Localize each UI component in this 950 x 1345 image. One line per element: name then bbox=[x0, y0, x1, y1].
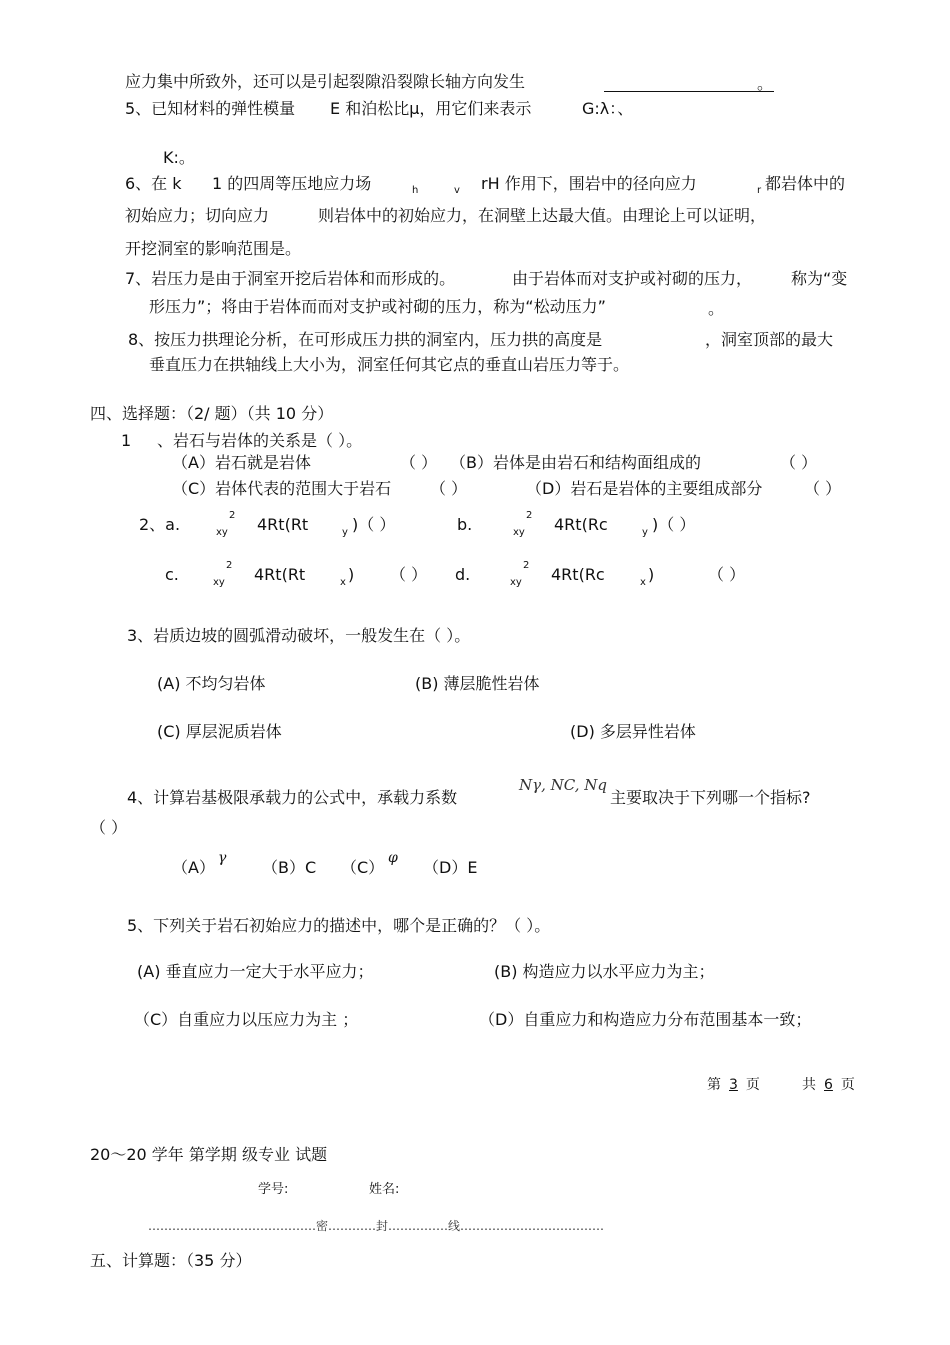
q5-part-a: 5、已知材料的弹性模量 bbox=[125, 99, 296, 118]
total-prefix: 共 bbox=[802, 1077, 816, 1093]
fill-line-1-end: 。 bbox=[757, 74, 774, 93]
total-pages bbox=[802, 1078, 855, 1092]
q6-part-f: 则岩体中的初始应力，在洞壁上达最大值。由理论上可以证明， bbox=[318, 206, 767, 225]
q4-gamma-symbol: γ bbox=[218, 850, 227, 866]
current-page: 3 bbox=[729, 1077, 738, 1093]
q6-part-d: 都岩体中的 bbox=[765, 174, 846, 193]
q3-option-c: (C) 厚层泥质岩体 bbox=[157, 722, 282, 741]
q7-part-d: 形压力”；将由于岩体而而对支护或衬砌的压力，称为“松动压力” bbox=[149, 297, 606, 316]
q6-part-g: 开挖洞室的影响范围是。 bbox=[125, 239, 302, 258]
fill-blank-underline bbox=[604, 91, 774, 92]
total-suffix: 页 bbox=[840, 1077, 855, 1093]
q1-option-a: （A）岩石就是岩体 bbox=[172, 453, 311, 472]
q4-option-d: （D）E bbox=[423, 858, 478, 877]
q3-option-a: (A) 不均匀岩体 bbox=[157, 674, 266, 693]
q4-answer-paren: （ ） bbox=[90, 818, 128, 837]
q2-a-expr: 4Rt(Rt bbox=[257, 515, 309, 534]
q2-b-sup-2: 2 bbox=[526, 510, 533, 521]
q5-option-c: （C）自重应力以压应力为主 ； bbox=[134, 1010, 359, 1029]
calc-heading: 五、计算题：（35 分） bbox=[90, 1251, 252, 1270]
q2-b-close: )（ ） bbox=[652, 515, 696, 534]
q1-option-b-paren: （ ） bbox=[780, 453, 818, 472]
q1-option-d-paren: （ ） bbox=[804, 479, 842, 498]
q6-sub-r: r bbox=[757, 185, 762, 196]
q2-option-c-label: c. bbox=[165, 565, 179, 584]
choice-heading: 四、选择题：（2/ 题）（共 10 分） bbox=[90, 404, 334, 423]
q2-b-sub-xy: xy bbox=[513, 527, 525, 538]
q8-part-c: 垂直压力在拱轴线上大小为，洞室任何其它点的垂直山岩压力等于。 bbox=[149, 355, 630, 374]
q2-d-sup-2: 2 bbox=[523, 560, 530, 571]
q1-option-b: （B）岩体是由岩石和结构面组成的 bbox=[450, 453, 701, 472]
q8-part-b: ，洞室顶部的最大 bbox=[705, 330, 834, 349]
q2-a-sub-y: y bbox=[342, 527, 348, 538]
q2-b-sub-y: y bbox=[642, 527, 648, 538]
q1-stem: 、岩石与岩体的关系是（ ）。 bbox=[157, 431, 363, 450]
q6-sub-v: v bbox=[454, 185, 460, 196]
q5-option-d: （D）自重应力和构造应力分布范围基本一致； bbox=[479, 1010, 812, 1029]
q4-option-b: （B）C bbox=[262, 858, 317, 877]
q4-stem-end: 主要取决于下列哪一个指标? bbox=[610, 788, 811, 807]
q8-part-a: 8、按压力拱理论分析，在可形成压力拱的洞室内，压力拱的高度是 bbox=[128, 330, 603, 349]
q4-option-a: （A） bbox=[172, 858, 215, 877]
q5-part-d: K:。 bbox=[163, 148, 195, 167]
total-page-count: 6 bbox=[824, 1077, 833, 1093]
q7-part-e: 。 bbox=[708, 299, 725, 318]
q2-d-sub-xy: xy bbox=[510, 577, 522, 588]
q1-option-a-paren: （ ） bbox=[400, 453, 438, 472]
q6-part-c: rH 作用下，围岩中的径向应力 bbox=[481, 174, 697, 193]
q2-option-d-label: d. bbox=[455, 565, 471, 584]
q3-option-d: (D) 多层异性岩体 bbox=[570, 722, 696, 741]
q4-option-c: （C） bbox=[341, 858, 385, 877]
fill-line-1: 应力集中所致外，还可以是引起裂隙沿裂隙长轴方向发生 bbox=[125, 72, 526, 91]
exam-title: 20～20 学年 第学期 级专业 试题 bbox=[90, 1145, 328, 1164]
q2-c-sup-2: 2 bbox=[226, 560, 233, 571]
q7-part-c: 称为“变 bbox=[791, 269, 848, 288]
q2-c-close: ) bbox=[348, 565, 355, 584]
q6-part-e: 初始应力；切向应力 bbox=[125, 206, 270, 225]
page-prefix: 第 bbox=[707, 1077, 721, 1093]
page-number bbox=[707, 1078, 760, 1092]
page-suffix: 页 bbox=[745, 1077, 760, 1093]
q5-stem: 5、下列关于岩石初始应力的描述中，哪个是正确的？（ ）。 bbox=[127, 916, 551, 935]
q2-d-paren: （ ） bbox=[708, 565, 746, 584]
student-id-label: 学号: bbox=[258, 1182, 289, 1197]
q2-b-expr: 4Rt(Rc bbox=[554, 515, 608, 534]
q6-part-a: 6、在 k bbox=[125, 174, 182, 193]
q1-option-c: （C）岩体代表的范围大于岩石 bbox=[172, 479, 392, 498]
q5-part-b: E 和泊松比μ，用它们来表示 bbox=[330, 99, 532, 118]
q4-stem: 4、计算岩基极限承载力的公式中，承载力系数 bbox=[127, 788, 458, 807]
q5-option-b: (B) 构造应力以水平应力为主； bbox=[494, 962, 715, 981]
q2-option-a-label: 2、a. bbox=[139, 515, 181, 534]
q2-a-close: )（ ） bbox=[352, 515, 396, 534]
q1-option-c-paren: （ ） bbox=[430, 479, 468, 498]
q2-a-sub-xy: xy bbox=[216, 527, 228, 538]
q3-stem: 3、岩质边坡的圆弧滑动破坏，一般发生在（ ）。 bbox=[127, 626, 471, 645]
seal-line: ……………………………………密…………封……………线……………………………… bbox=[148, 1219, 605, 1233]
q4-phi-symbol: φ bbox=[388, 850, 398, 866]
q1-option-d: （D）岩石是岩体的主要组成部分 bbox=[526, 479, 763, 498]
q2-c-expr: 4Rt(Rt bbox=[254, 565, 306, 584]
q1-number: 1 bbox=[121, 431, 132, 450]
q2-option-b-label: b. bbox=[457, 515, 473, 534]
q2-d-sub-x: x bbox=[640, 577, 646, 588]
name-label: 姓名: bbox=[369, 1182, 400, 1197]
q5-option-a: (A) 垂直应力一定大于水平应力； bbox=[137, 962, 374, 981]
q2-d-close: ) bbox=[648, 565, 655, 584]
q3-option-b: (B) 薄层脆性岩体 bbox=[415, 674, 540, 693]
q5-part-c: G:λ：、 bbox=[582, 99, 634, 118]
q4-formula-image: Nγ, NC, Nq bbox=[519, 776, 607, 794]
q6-sub-h: h bbox=[412, 185, 419, 196]
q2-c-sub-xy: xy bbox=[213, 577, 225, 588]
q2-c-sub-x: x bbox=[340, 577, 346, 588]
q2-a-sup-2: 2 bbox=[229, 510, 236, 521]
q7-part-b: 由于岩体而对支护或衬砌的压力， bbox=[512, 269, 753, 288]
q6-part-b: 1 的四周等压地应力场 bbox=[212, 174, 372, 193]
q7-part-a: 7、岩压力是由于洞室开挖后岩体和而形成的。 bbox=[125, 269, 456, 288]
q2-d-expr: 4Rt(Rc bbox=[551, 565, 605, 584]
q2-c-paren: （ ） bbox=[390, 565, 428, 584]
